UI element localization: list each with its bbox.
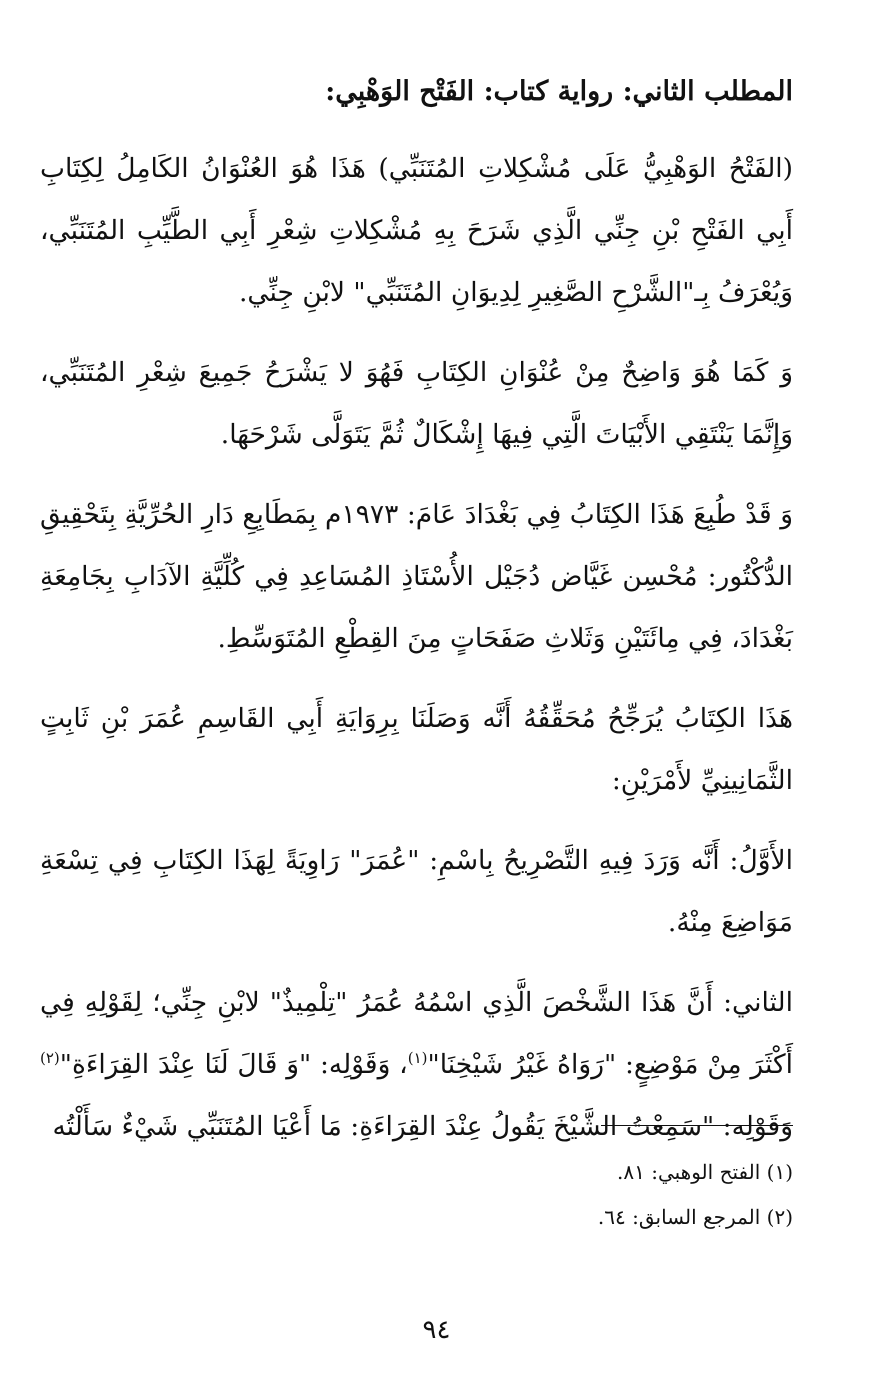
footnote-ref-2[interactable]: (٢): [40, 1049, 60, 1067]
paragraph-scope: [40, 342, 793, 466]
body-text: [40, 138, 793, 1172]
paragraph-title-intro: [40, 138, 793, 324]
section-heading: [40, 70, 793, 114]
footnotes: [40, 1150, 793, 1240]
paragraph-text: وَقَوْلِه: "سَمِعْتُ الشَّيْخَ يَقُولُ عِنْدَ القِرَاءَةِ: مَا أَعْيَا المُتَنَبِّي شَيْءٌ سَأَلْتُه: [52, 1111, 793, 1142]
paragraph-text: وَ قَدْ طُبِعَ هَذَا الكِتَابُ فِي بَغْدَادَ عَامَ: ١٩٧٣م بِمَطَابِعِ دَارِ الحُرِّيَّةِ بِتَحْقِيقِ الدُّكْتُور: مُحْسِن غَيَّاض دُجَيْل الأُسْتَاذِ المُسَاعِدِ فِي كُلِّيَّةِ الآدَابِ بِجَامِعَةِ بَغْدَادَ، فِي مِائَتَيْنِ وَثَلاثِ صَفَحَاتٍ مِنَ القِطْعِ المُتَوَسِّطِ.: [40, 499, 793, 654]
paragraph-text: وَ كَمَا هُوَ وَاضِحٌ مِنْ عُنْوَانِ الكِتَابِ فَهُوَ لا يَشْرَحُ جَمِيعَ شِعْرِ المُتَنَبِّي، وَإِنَّمَا يَنْتَقِي الأَبْيَاتَ الَّتِي فِيهَا إِشْكَالٌ ثُمَّ يَتَوَلَّى شَرْحَهَا.: [40, 357, 793, 450]
paragraph-text: الثاني: أَنَّ هَذَا الشَّخْصَ الَّذِي اسْمُهُ عُمَرُ "تِلْمِيذٌ" لابْنِ جِنِّي؛ لِقَوْلِهِ فِي أَكْثَرَ مِنْ مَوْضِعٍ: "رَوَاهُ غَيْرُ شَيْخِنَا": [40, 987, 793, 1080]
paragraph-narration: [40, 688, 793, 812]
paragraph-text: هَذَا الكِتَابُ يُرَجِّحُ مُحَقِّقُهُ أَنَّه وَصَلَنَا بِرِوَايَةِ أَبِي القَاسِمِ عُمَرَ بْنِ ثَابِتٍ الثَّمَانِينِيِّ لأَمْرَيْنِ:: [40, 703, 793, 796]
heading-book-title: الفَتْح الوَهْبِي:: [325, 76, 475, 107]
paragraph-first-reason: [40, 830, 793, 954]
footnote-separator: [601, 1125, 793, 1126]
footnote-2: (٢) المرجع السابق: ٦٤.: [597, 1205, 793, 1229]
paragraph-printing: [40, 484, 793, 670]
page-number: ٩٤: [422, 1315, 451, 1345]
paragraph-text: (الفَتْحُ الوَهْبِيُّ عَلَى مُشْكِلاتِ المُتَنَبِّي) هَذَا هُوَ العُنْوَانُ الكَامِلُ لِكِتَابِ أَبِي الفَتْحِ بْنِ جِنِّي الَّذِي شَرَحَ بِهِ مُشْكِلاتِ شِعْرِ أَبِي الطَّيِّبِ المُتَنَبِّي، وَيُعْرَفُ بِـ"الشَّرْحِ الصَّغِيرِ لِدِيوَانِ المُتَنَبِّي" لابْنِ جِنِّي.: [40, 153, 793, 308]
footnote-1: (١) الفتح الوهبي: ٨١.: [617, 1160, 793, 1184]
paragraph-text: ، وَقَوْلِه: "وَ قَالَ لَنَا عِنْدَ القِرَاءَةِ": [59, 1049, 408, 1080]
heading-label: المطلب الثاني: رواية كتاب:: [483, 76, 793, 107]
paragraph-second-reason: [40, 972, 793, 1158]
footnote-ref-1[interactable]: (١): [407, 1049, 428, 1067]
paragraph-text: الأَوَّلُ: أَنَّه وَرَدَ فِيهِ التَّصْرِيحُ بِاسْمِ: "عُمَرَ" رَاوِيَةً لِهَذَا الكِتَابِ فِي تِسْعَةِ مَوَاضِعَ مِنْهُ.: [40, 845, 793, 938]
